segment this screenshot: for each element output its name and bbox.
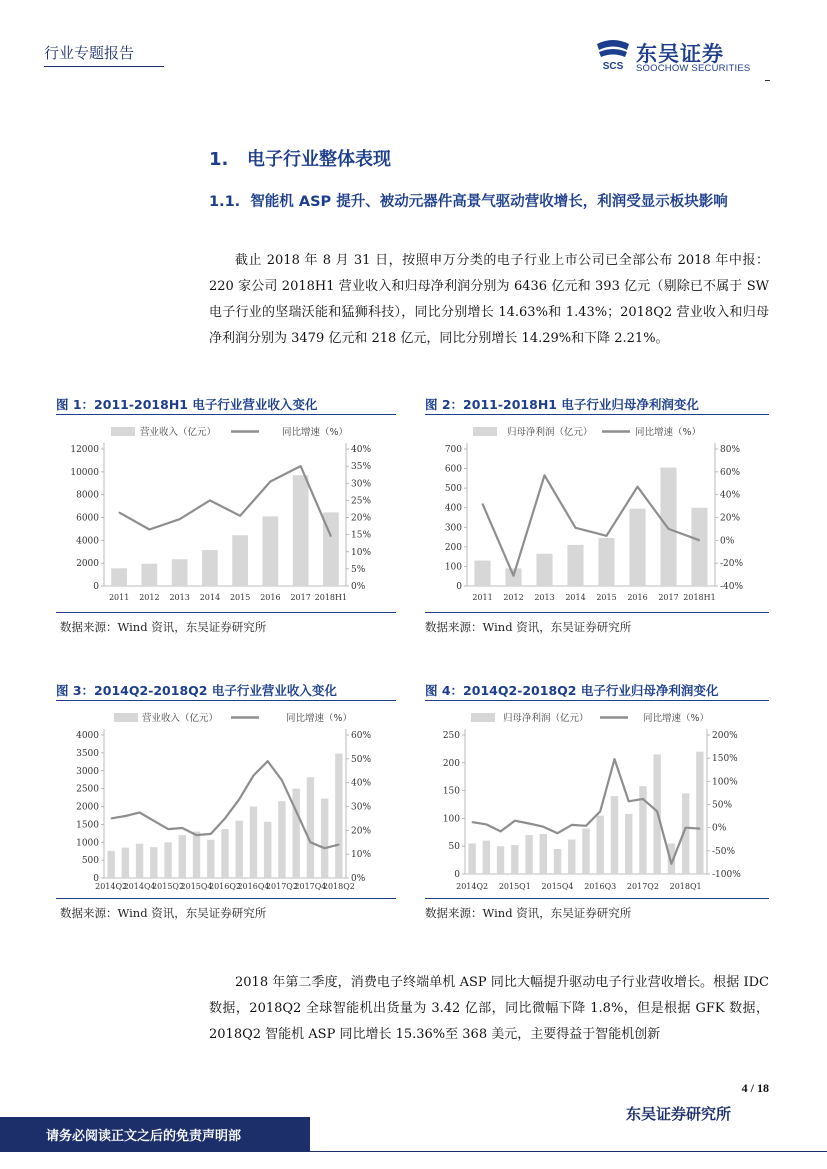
subsection-heading [209,189,769,215]
legend-bar-label: 营业收入（亿元） [140,427,217,438]
bar-mark [536,554,552,586]
logo-mark-text: SCS [602,61,624,72]
line-point [267,761,268,762]
line-point [281,780,282,781]
right-tick-label: 0% [351,874,366,884]
subsection-title: 智能机 ASP 提升、被动元器件高景气驱动营收增长，利润受显示板块影响 [250,194,728,210]
bar-mark [505,568,521,586]
bar-mark [164,842,171,878]
right-tick-label: 5% [351,564,366,575]
left-tick-label: 1500 [76,820,99,831]
bar-mark [691,508,707,586]
left-tick-label: 100 [444,562,462,573]
figure-3-top-rule [56,700,396,701]
right-tick-label: 0% [720,536,735,547]
left-tick-label: 10000 [70,467,99,478]
x-tick-label: 2012 [139,593,160,602]
line-point [310,842,311,843]
left-tick-label: 6000 [76,513,99,524]
section-title: 电子行业整体表现 [247,149,391,170]
left-tick-label: 600 [444,464,462,475]
bar-mark [567,545,583,586]
right-tick-label: 0% [712,823,727,834]
line-point [338,844,339,845]
bar-mark [142,564,158,586]
bar-mark [107,851,114,878]
legend-bar-label: 归母净利润（亿元） [507,427,593,438]
legend-bar-swatch [111,427,135,436]
bar-mark [207,840,214,878]
bar-mark [179,835,186,878]
right-tick-label: 40% [720,490,741,501]
bar-mark [136,844,143,878]
left-tick-label: 1000 [76,838,99,849]
x-tick-label: 2011 [472,593,493,602]
figure-1-chart [56,416,396,610]
left-tick-label: 2000 [76,559,99,570]
line-point [699,828,700,829]
line-point [685,827,686,828]
x-tick-label: 2015Q2 [152,882,185,891]
right-tick-label: 30% [351,802,372,813]
bar-mark [250,807,257,879]
line-point [153,820,154,821]
figure-1-title: 图 1：2011-2018H1 电子行业营业收入变化 [56,397,318,412]
bar-mark [629,509,645,586]
left-tick-label: 0 [454,870,460,880]
bar-mark [696,752,703,874]
right-tick-label: 50% [712,800,733,811]
right-tick-label: -20% [720,559,744,570]
right-tick-label: 10% [351,850,372,861]
bar-mark [554,849,561,874]
bar-mark [293,475,309,586]
figure-3-title: 图 3：2014Q2-2018Q2 电子行业营业收入变化 [56,683,337,698]
line-point [482,503,483,504]
x-tick-label: 2013 [534,593,555,602]
right-tick-label: 20% [351,826,372,837]
right-tick-label: 0% [351,582,366,592]
x-tick-label: 2017Q4 [294,882,327,891]
line-point [253,775,254,776]
left-tick-label: 4000 [76,731,99,741]
line-point [196,835,197,836]
right-tick-label: 40% [351,445,372,455]
legend-bar-swatch [473,427,497,436]
bar-mark [221,829,228,878]
figure-1-top-rule [56,414,396,415]
figure-2-chart [425,416,769,610]
bar-mark [611,796,618,874]
header-mark [765,80,770,81]
x-tick-label: 2017Q2 [626,882,659,891]
figure-4-source: 数据来源：Wind 资讯，东吴证券研究所 [425,906,632,920]
figure-4-title: 图 4：2014Q2-2018Q2 电子行业归母净利润变化 [425,683,719,698]
right-tick-label: 20% [351,513,372,524]
x-tick-label: 2017Q2 [265,882,298,891]
bar-mark [202,550,218,586]
right-tick-label: 10% [351,547,372,558]
left-tick-label: 150 [442,786,460,797]
bar-mark [597,816,604,874]
left-tick-label: 2500 [76,784,99,795]
figure-4-bottom-rule [425,898,769,899]
bar-mark [568,840,575,874]
line-point [270,481,271,482]
line-point [224,818,225,819]
left-tick-label: 200 [442,758,460,769]
x-tick-label: 2018Q1 [669,882,702,891]
line-point [668,528,669,529]
x-tick-label: 2017 [658,593,679,602]
line-point [544,475,545,476]
bar-mark [264,822,271,878]
right-tick-label: 25% [351,496,372,507]
x-tick-label: 2013 [169,593,190,602]
left-tick-label: 2000 [76,802,99,813]
x-tick-label: 2012 [503,593,524,602]
scs-logo-icon [594,38,632,72]
bar-mark [474,561,490,586]
legend-line-label: 同比增速（%） [635,427,702,438]
left-tick-label: 500 [444,484,462,495]
line-point [119,512,120,513]
bar-mark [150,847,157,878]
x-tick-label: 2015Q4 [180,882,213,891]
line-point [472,822,473,823]
disclaimer-text: 请务必阅读正文之后的免责声明部 [46,1129,242,1144]
left-tick-label: 200 [444,542,462,553]
line-point [239,799,240,800]
bar-mark [307,777,314,878]
figure-2-title: 图 2：2011-2018H1 电子行业归母净利润变化 [425,397,699,412]
bar-mark [122,848,129,878]
line-point [486,824,487,825]
right-tick-label: 60% [720,467,741,478]
subsection-number: 1.1. [209,194,241,210]
left-tick-label: 4000 [76,536,99,547]
x-tick-label: 2016Q2 [208,882,242,891]
x-tick-label: 2016 [260,593,281,602]
left-tick-label: 300 [444,523,462,534]
left-tick-label: 8000 [76,490,99,501]
left-tick-label: 50 [448,842,460,853]
left-tick-label: 0 [456,582,462,592]
bar-mark [468,843,475,874]
figure-1-source: 数据来源：Wind 资讯，东吴证券研究所 [60,620,267,634]
right-tick-label: 150% [712,754,738,765]
bar-mark [232,535,248,586]
x-tick-label: 2018H1 [314,593,348,602]
left-tick-label: 12000 [70,445,99,455]
x-tick-label: 2016 [627,593,648,602]
header-underline [44,66,164,67]
line-point [528,823,529,824]
line-point [571,824,572,825]
bar-mark [335,754,342,878]
line-point [167,829,168,830]
bar-mark [321,799,328,878]
right-tick-label: -50% [712,846,736,857]
bar-mark [172,559,188,586]
right-tick-label: 35% [351,462,372,473]
bar-mark [193,832,200,878]
line-point [324,848,325,849]
brand-name-cn: 东吴证券 [636,42,724,66]
legend-bar-swatch [114,713,138,722]
left-tick-label: 500 [81,856,99,867]
legend-line-label: 同比增速（%） [282,427,349,438]
right-tick-label: 60% [351,731,372,741]
line-point [543,826,544,827]
bar-mark [511,845,518,874]
x-tick-label: 2014 [199,593,221,602]
right-tick-label: -40% [720,582,744,592]
right-tick-label: -100% [712,870,741,880]
line-point [330,536,331,537]
line-point [111,818,112,819]
bar-mark [598,538,614,586]
line-point [300,466,301,467]
figure-1-bottom-rule [56,612,396,613]
x-tick-label: 2014Q4 [123,882,156,891]
bar-mark [236,821,243,878]
line-point [575,527,576,528]
left-tick-label: 100 [442,814,460,825]
bar-mark [483,841,490,874]
line-point [500,831,501,832]
bar-mark [540,834,547,874]
x-tick-label: 2016Q3 [584,882,617,891]
right-tick-label: 100% [712,777,738,788]
line-point [637,486,638,487]
right-tick-label: 50% [351,754,372,765]
line-point [139,812,140,813]
body-paragraph-2: 2018 年第二季度，消费电子终端单机 ASP 同比大幅提升驱动电子行业营收增长。根据 IDC 数据，2018Q2 全球智能机出货量为 3.42 亿部，同比微幅下降 1.8%，但是根据 GFK 数据，2018Q2 智能机 ASP 同比增长 15.36%至 368 美元，主要得益于智能机创新 [209,975,769,1042]
left-tick-label: 250 [442,731,460,741]
figure-4-chart [425,702,769,896]
right-tick-label: 30% [351,479,372,490]
figure-3-source: 数据来源：Wind 资讯，东吴证券研究所 [60,906,267,920]
line-point [614,758,615,759]
legend-line-label: 同比增速（%） [286,713,353,724]
x-tick-label: 2014Q2 [456,882,489,891]
bar-mark [625,814,632,874]
bar-mark [660,468,676,586]
left-tick-label: 400 [444,503,462,514]
brand-name-en: SOOCHOW SECURITIES [636,63,751,74]
line-point [209,500,210,501]
x-tick-label: 2016Q4 [237,882,270,891]
line-point [149,529,150,530]
line-point [671,863,672,864]
x-tick-label: 2015 [229,593,251,602]
bar-mark [525,835,532,874]
left-tick-label: 0 [93,874,99,884]
right-tick-label: 80% [720,445,741,455]
left-tick-label: 3000 [76,766,99,777]
body-paragraph-1: 截止 2018 年 8 月 31 日，按照申万分类的电子行业上市公司已全部公布 2018 年中报：220 家公司 2018H1 营业收入和归母净利润分别为 6436 亿元和 393 亿元（剔除已不属于 SW 电子行业的坚瑞沃能和猛狮科技），同比分别增长 14.63%和 1.43%；2018Q2 营业收入和归母净利润分别为 3479 亿元和 218 亿元，同比分别增长 14.29%和下降 2.21%。 [209,253,769,346]
line-point [125,815,126,816]
report-type-label: 行业专题报告 [44,44,135,62]
x-tick-label: 2018H1 [683,593,716,602]
x-tick-label: 2015Q1 [498,882,531,891]
bar-mark [111,568,127,586]
legend-bar-swatch [471,713,495,722]
figure-2-source: 数据来源：Wind 资讯，东吴证券研究所 [425,620,632,634]
x-tick-label: 2014Q2 [95,882,128,891]
right-tick-label: 40% [351,778,372,789]
bar-mark [263,516,279,586]
right-tick-label: 200% [712,731,738,741]
line-point [179,519,180,520]
left-tick-label: 3500 [76,748,99,759]
legend-bar-label: 营业收入（亿元） [142,713,219,724]
x-tick-label: 2014 [565,593,586,602]
figure-3-bottom-rule [56,898,396,899]
line-point [557,833,558,834]
x-tick-label: 2017 [290,593,311,602]
section-heading [209,145,391,171]
legend-bar-label: 归母净利润（亿元） [503,713,589,724]
left-tick-label: 700 [444,445,462,455]
line-point [513,575,514,576]
footer-institute: 东吴证券研究所 [625,1105,731,1123]
x-tick-label: 2015 [596,593,617,602]
figure-2-bottom-rule [425,612,769,613]
left-tick-label: 0 [93,582,99,592]
page-number: 4 / 18 [741,1081,769,1095]
line-point [240,515,241,516]
figure-3-chart [56,702,396,896]
right-tick-label: 20% [720,513,741,524]
x-tick-label: 2018Q2 [322,882,355,891]
figure-4-top-rule [425,700,769,701]
line-point [296,811,297,812]
right-tick-label: 15% [351,530,372,541]
line-point [514,820,515,821]
line-point [182,827,183,828]
x-tick-label: 2015Q4 [541,882,574,891]
line-point [210,833,211,834]
line-point [606,535,607,536]
line-point [600,811,601,812]
figure-2-top-rule [425,414,769,415]
line-point [628,801,629,802]
line-point [657,811,658,812]
legend-line-label: 同比增速（%） [643,713,710,724]
bar-mark [278,801,285,878]
bar-mark [582,828,589,874]
section-number: 1. [209,149,229,170]
line-point [585,825,586,826]
bar-mark [292,789,299,878]
line-point [642,798,643,799]
bar-mark [497,846,504,874]
footer-rule [300,1151,827,1152]
line-point [699,540,700,541]
x-tick-label: 2011 [108,593,130,602]
